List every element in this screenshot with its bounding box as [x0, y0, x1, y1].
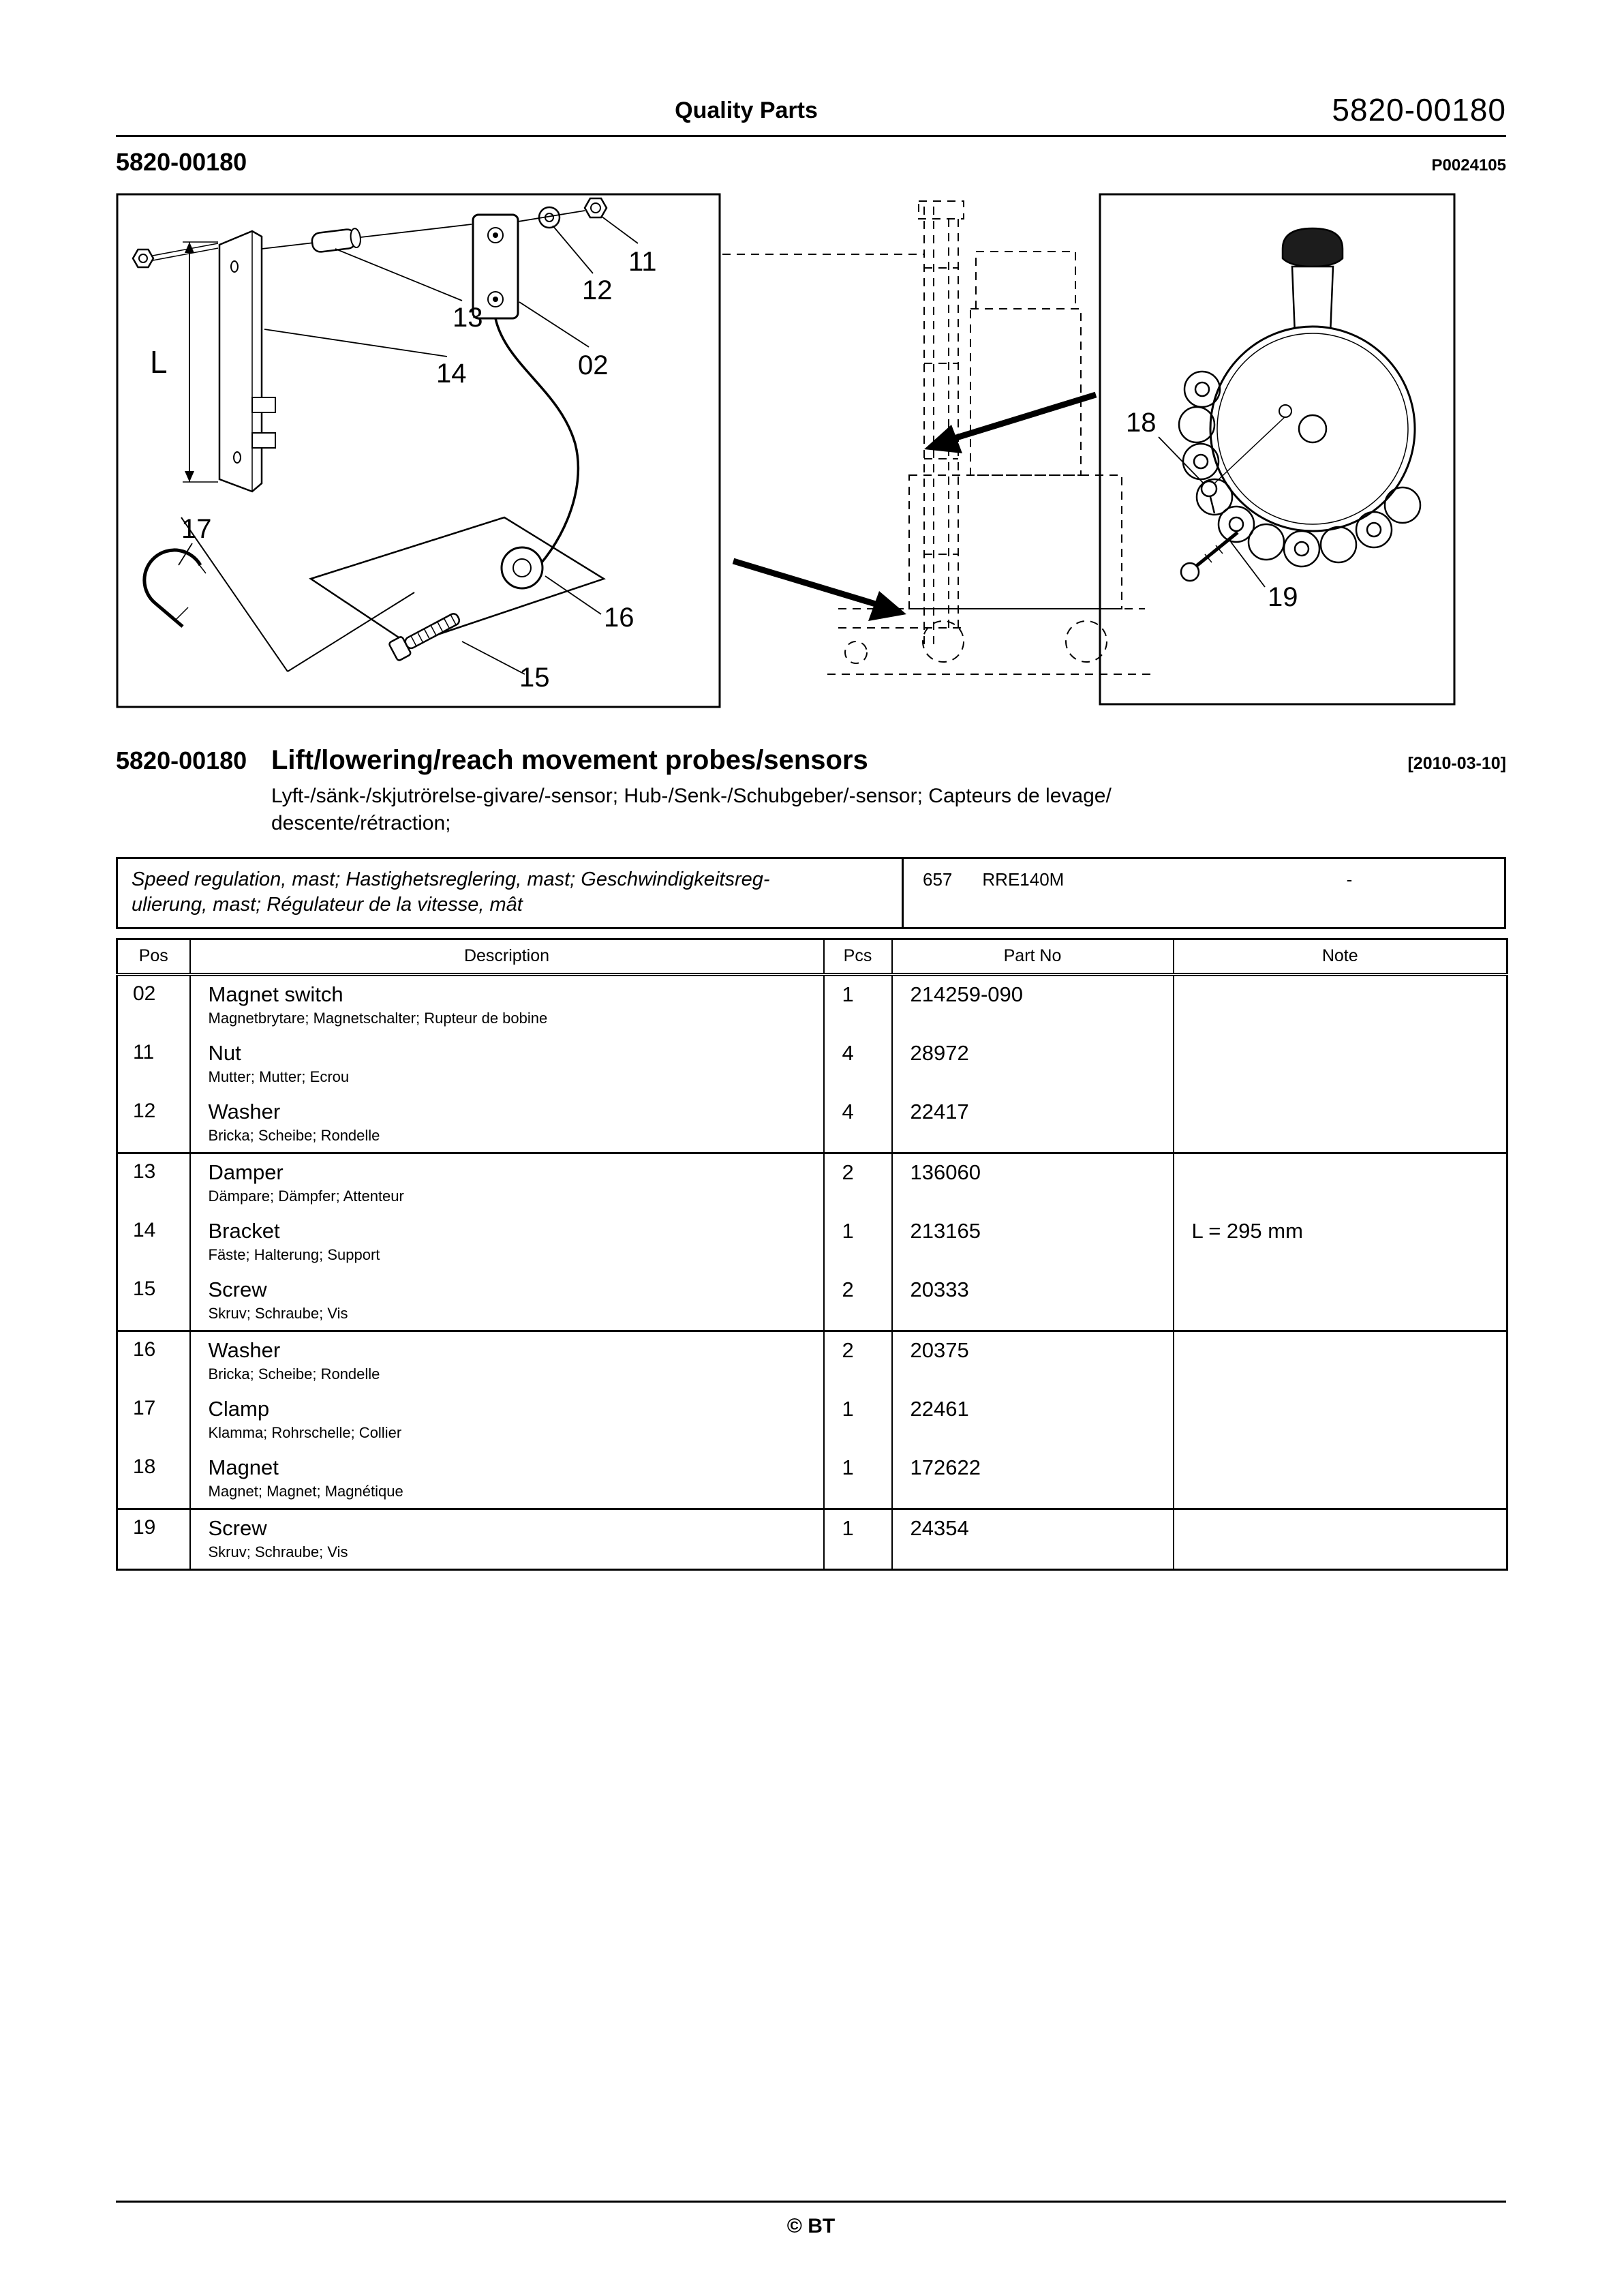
pointer-arrows [733, 395, 1096, 621]
wheel-drawing [1210, 327, 1415, 531]
section-header [116, 745, 1506, 776]
row-note [1174, 1331, 1508, 1391]
row-description-i18n: Dämpare; Dämpfer; Attenteur [208, 1188, 404, 1205]
page-footer [116, 2201, 1506, 2238]
row-part-no: 214259-090 [892, 975, 1174, 1036]
row-pcs: 1 [824, 975, 892, 1036]
row-description: Magnet [208, 1455, 279, 1480]
assembly-description-line-2: ulierung, mast; Régulateur de la vitesse, mât [132, 894, 523, 916]
washer-16-drawing [502, 547, 542, 588]
section-date: [2010-03-10] [1407, 754, 1506, 773]
callout-14: 14 [436, 359, 467, 389]
row-description: Damper [208, 1160, 284, 1185]
model-note: - [1346, 869, 1353, 890]
row-note [1174, 1035, 1508, 1093]
row-description: Washer [208, 1100, 281, 1124]
row-part-no: 20375 [892, 1331, 1174, 1391]
row-pos: 19 [133, 1516, 156, 1539]
table-column-header-row [117, 939, 1508, 975]
row-description-i18n: Magnet; Magnet; Magnétique [208, 1483, 403, 1500]
row-pcs: 4 [824, 1093, 892, 1153]
row-description: Nut [208, 1041, 241, 1066]
table-row [117, 1271, 1508, 1331]
bracket-drawing [219, 231, 275, 492]
callout-17: 17 [181, 514, 212, 544]
table-header-box [116, 857, 1506, 929]
stud-nut-drawing [133, 243, 218, 267]
section-title: Lift/lowering/reach movement probes/sensors [271, 745, 868, 775]
brand-title: Quality Parts [675, 97, 818, 123]
subheader [116, 148, 1506, 177]
row-pos: 17 [133, 1397, 156, 1420]
row-part-no: 213165 [892, 1213, 1174, 1271]
screw-19-drawing [1181, 532, 1238, 581]
row-note [1174, 1391, 1508, 1449]
nut-11-drawing [585, 198, 607, 217]
row-description-i18n: Klamma; Rohrschelle; Collier [208, 1424, 402, 1442]
assembly-description-line-1: Speed regulation, mast; Hastighetsreglering, mast; Geschwindigkeitsreg- [132, 868, 770, 891]
doc-number: 5820-00180 [1332, 92, 1506, 127]
row-note [1174, 1509, 1508, 1570]
table-row [117, 1153, 1508, 1213]
row-description-i18n: Bricka; Scheibe; Rondelle [208, 1127, 380, 1145]
callout-16: 16 [604, 603, 634, 633]
header-rule [116, 135, 1506, 137]
row-pos: 14 [133, 1219, 156, 1242]
row-description: Bracket [208, 1219, 280, 1243]
model-code: 657 [923, 869, 953, 890]
col-header-description: Description [190, 939, 824, 975]
clamp-drawing [144, 550, 206, 626]
figure-left-panel [117, 194, 720, 707]
row-part-no: 28972 [892, 1035, 1174, 1093]
section-number: 5820-00180 [116, 746, 247, 774]
row-part-no: 172622 [892, 1449, 1174, 1509]
row-description: Screw [208, 1516, 267, 1541]
callout-18: 18 [1126, 408, 1157, 438]
dimension-label: L [150, 344, 168, 380]
section-number-top: 5820-00180 [116, 148, 247, 176]
figure-right-panel [1100, 194, 1454, 704]
copyright: © BT [786, 2215, 836, 2237]
damper-drawing [262, 224, 472, 253]
table-row [117, 1509, 1508, 1570]
row-note [1174, 1449, 1508, 1509]
row-description: Screw [208, 1278, 267, 1302]
row-pcs: 1 [824, 1509, 892, 1570]
row-pcs: 4 [824, 1035, 892, 1093]
callout-13: 13 [453, 303, 483, 333]
row-note [1174, 1153, 1508, 1213]
callout-19: 19 [1268, 582, 1298, 612]
pointer-line [288, 592, 414, 671]
row-pos: 13 [133, 1160, 156, 1183]
page-header [116, 0, 1506, 128]
row-pcs: 2 [824, 1331, 892, 1391]
table-row [117, 1093, 1508, 1153]
row-pos: 18 [117, 1449, 190, 1509]
row-pos: 12 [117, 1093, 190, 1153]
row-pos: 11 [133, 1041, 155, 1064]
page [116, 0, 1506, 1571]
assembly-description [118, 859, 902, 927]
figure-reference: P0024105 [1431, 156, 1506, 175]
row-description-i18n: Magnetbrytare; Magnetschalter; Rupteur de bobine [208, 1010, 548, 1027]
row-note [1174, 1093, 1508, 1153]
row-note [1174, 975, 1508, 1036]
row-part-no: 20333 [892, 1271, 1174, 1331]
row-description: Washer [208, 1338, 281, 1363]
row-pos: 16 [133, 1338, 156, 1361]
row-part-no: 22417 [892, 1093, 1174, 1153]
callout-12: 12 [582, 275, 613, 305]
col-header-note: Note [1174, 939, 1508, 975]
row-pcs: 1 [824, 1391, 892, 1449]
row-description: Magnet switch [208, 982, 343, 1007]
col-header-pos: Pos [117, 939, 190, 975]
callout-11: 11 [628, 247, 657, 277]
table-row [117, 1391, 1508, 1449]
callout-02: 02 [578, 350, 609, 380]
row-note [1174, 1271, 1508, 1331]
callout-15: 15 [519, 663, 550, 693]
row-pcs: 1 [824, 1213, 892, 1271]
section-subtitle [271, 783, 1506, 836]
row-description-i18n: Skruv; Schraube; Vis [208, 1305, 348, 1323]
row-pcs: 2 [824, 1153, 892, 1213]
row-pcs: 2 [824, 1271, 892, 1331]
col-header-pcs: Pcs [824, 939, 892, 975]
row-description: Clamp [208, 1397, 270, 1421]
row-description-i18n: Skruv; Schraube; Vis [208, 1543, 348, 1561]
table-row [117, 1213, 1508, 1271]
technical-figure [116, 186, 1506, 718]
col-header-part-no: Part No [892, 939, 1174, 975]
subtitle-line-1: Lyft-/sänk-/skjutrörelse-givare/-sensor; Hub-/Senk-/Schubgeber/-sensor; Capteurs de levage/ [271, 785, 1112, 807]
row-part-no: 136060 [892, 1153, 1174, 1213]
subtitle-line-2: descente/rétraction; [271, 811, 451, 834]
row-pos: 15 [117, 1271, 190, 1331]
row-description-i18n: Fäste; Halterung; Support [208, 1246, 380, 1264]
row-note: L = 295 mm [1174, 1213, 1508, 1271]
row-description-i18n: Mutter; Mutter; Ecrou [208, 1068, 350, 1086]
row-part-no: 24354 [892, 1509, 1174, 1570]
table-row [117, 1449, 1508, 1509]
table-row [117, 975, 1508, 1036]
shaft-drawing [1283, 228, 1343, 335]
row-pos: 02 [133, 982, 156, 1006]
model-cell [902, 859, 1195, 927]
dimension-L [150, 242, 218, 482]
screw-15-drawing [388, 609, 463, 661]
row-description-i18n: Bricka; Scheibe; Rondelle [208, 1365, 380, 1383]
model-name: RRE140M [982, 869, 1065, 890]
table-row [117, 1331, 1508, 1391]
parts-table [116, 938, 1508, 1571]
row-pcs: 1 [824, 1449, 892, 1509]
table-row [117, 1035, 1508, 1093]
figure-drawing [116, 186, 1506, 718]
row-part-no: 22461 [892, 1391, 1174, 1449]
